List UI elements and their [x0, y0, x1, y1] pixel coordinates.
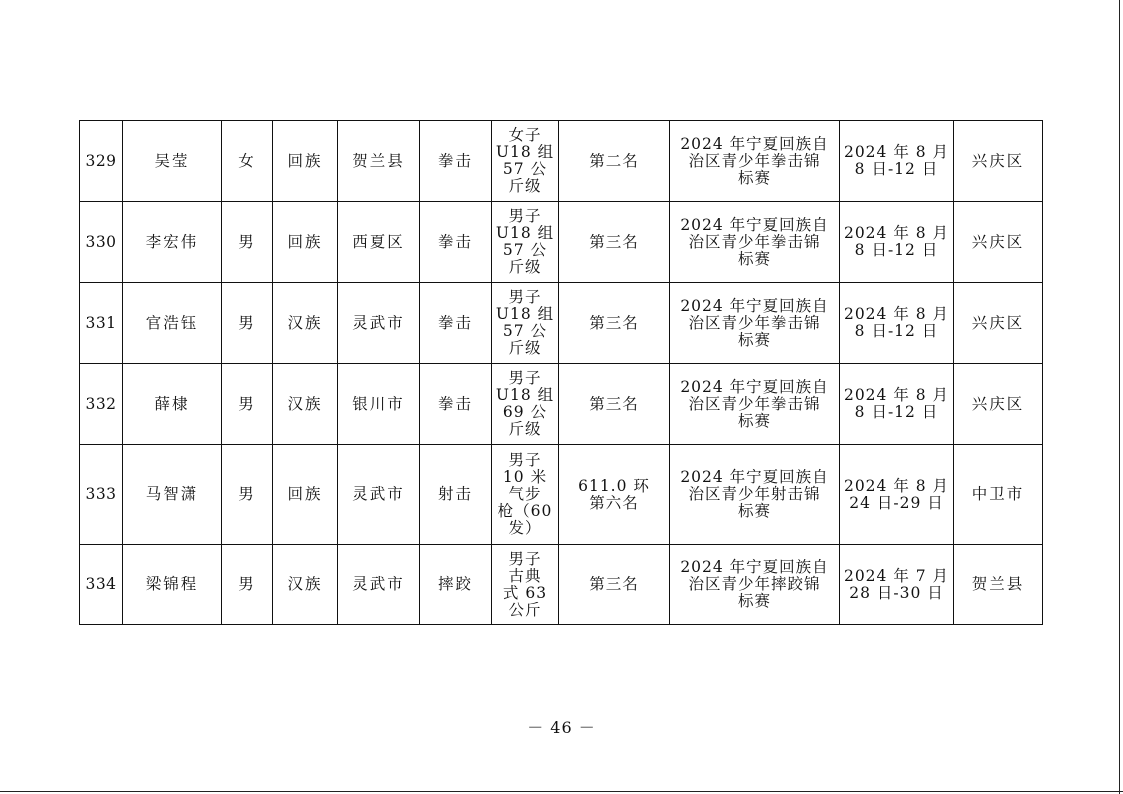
cell-date: 2024 年 8 月 8 日-12 日: [840, 121, 954, 202]
cell-ethnicity: 回族: [273, 121, 338, 202]
cell-rank: 第二名: [559, 121, 670, 202]
cell-competition: 2024 年宁夏回族自 治区青少年拳击锦 标赛: [670, 283, 840, 364]
cell-gender: 女: [222, 121, 273, 202]
cell-id: 333: [80, 445, 123, 545]
cell-date: 2024 年 7 月 28 日-30 日: [840, 545, 954, 625]
table-row: [80, 364, 1043, 445]
cell-gender: 男: [222, 283, 273, 364]
cell-ethnicity: 汉族: [273, 364, 338, 445]
cell-place: 兴庆区: [954, 364, 1043, 445]
cell-name: 薛棣: [123, 364, 222, 445]
cell-gender: 男: [222, 545, 273, 625]
cell-gender: 男: [222, 202, 273, 283]
cell-name: 马智潇: [123, 445, 222, 545]
cell-event: 男子 U18 组 69 公 斤级: [492, 364, 559, 445]
cell-event: 男子 古典 式 63 公斤: [492, 545, 559, 625]
cell-event: 男子 U18 组 57 公 斤级: [492, 283, 559, 364]
table-row: [80, 202, 1043, 283]
cell-date: 2024 年 8 月 8 日-12 日: [840, 364, 954, 445]
cell-place: 兴庆区: [954, 283, 1043, 364]
cell-event: 男子 U18 组 57 公 斤级: [492, 202, 559, 283]
cell-sport: 拳击: [420, 202, 492, 283]
award-table: [79, 120, 1043, 625]
cell-sport: 拳击: [420, 283, 492, 364]
cell-place: 兴庆区: [954, 121, 1043, 202]
cell-name: 官浩钰: [123, 283, 222, 364]
cell-name: 李宏伟: [123, 202, 222, 283]
cell-place: 贺兰县: [954, 545, 1043, 625]
cell-ethnicity: 汉族: [273, 283, 338, 364]
cell-id: 330: [80, 202, 123, 283]
cell-place: 兴庆区: [954, 202, 1043, 283]
cell-gender: 男: [222, 364, 273, 445]
cell-ethnicity: 汉族: [273, 545, 338, 625]
cell-place: 中卫市: [954, 445, 1043, 545]
table-row: [80, 283, 1043, 364]
cell-name: 梁锦程: [123, 545, 222, 625]
cell-county: 贺兰县: [338, 121, 420, 202]
cell-competition: 2024 年宁夏回族自 治区青少年射击锦 标赛: [670, 445, 840, 545]
cell-rank: 第三名: [559, 545, 670, 625]
cell-county: 银川市: [338, 364, 420, 445]
cell-competition: 2024 年宁夏回族自 治区青少年拳击锦 标赛: [670, 364, 840, 445]
cell-county: 西夏区: [338, 202, 420, 283]
cell-county: 灵武市: [338, 445, 420, 545]
cell-sport: 拳击: [420, 121, 492, 202]
cell-date: 2024 年 8 月 24 日-29 日: [840, 445, 954, 545]
cell-event: 女子 U18 组 57 公 斤级: [492, 121, 559, 202]
cell-id: 329: [80, 121, 123, 202]
cell-competition: 2024 年宁夏回族自 治区青少年拳击锦 标赛: [670, 202, 840, 283]
cell-gender: 男: [222, 445, 273, 545]
page-number: － 46 －: [527, 718, 596, 737]
cell-name: 吴莹: [123, 121, 222, 202]
cell-county: 灵武市: [338, 283, 420, 364]
page-edge-right: [1119, 0, 1120, 794]
page-edge-bottom: [0, 791, 1123, 792]
cell-rank: 第三名: [559, 202, 670, 283]
table-row: [80, 445, 1043, 545]
cell-ethnicity: 回族: [273, 202, 338, 283]
cell-id: 332: [80, 364, 123, 445]
cell-id: 331: [80, 283, 123, 364]
cell-county: 灵武市: [338, 545, 420, 625]
cell-event: 男子 10 米 气步 枪（60 发）: [492, 445, 559, 545]
cell-rank: 611.0 环 第六名: [559, 445, 670, 545]
cell-competition: 2024 年宁夏回族自 治区青少年摔跤锦 标赛: [670, 545, 840, 625]
cell-rank: 第三名: [559, 364, 670, 445]
cell-date: 2024 年 8 月 8 日-12 日: [840, 283, 954, 364]
cell-competition: 2024 年宁夏回族自 治区青少年拳击锦 标赛: [670, 121, 840, 202]
cell-sport: 拳击: [420, 364, 492, 445]
cell-sport: 摔跤: [420, 545, 492, 625]
cell-rank: 第三名: [559, 283, 670, 364]
cell-sport: 射击: [420, 445, 492, 545]
cell-date: 2024 年 8 月 8 日-12 日: [840, 202, 954, 283]
cell-ethnicity: 回族: [273, 445, 338, 545]
cell-id: 334: [80, 545, 123, 625]
table-row: [80, 545, 1043, 625]
table-row: [80, 121, 1043, 202]
